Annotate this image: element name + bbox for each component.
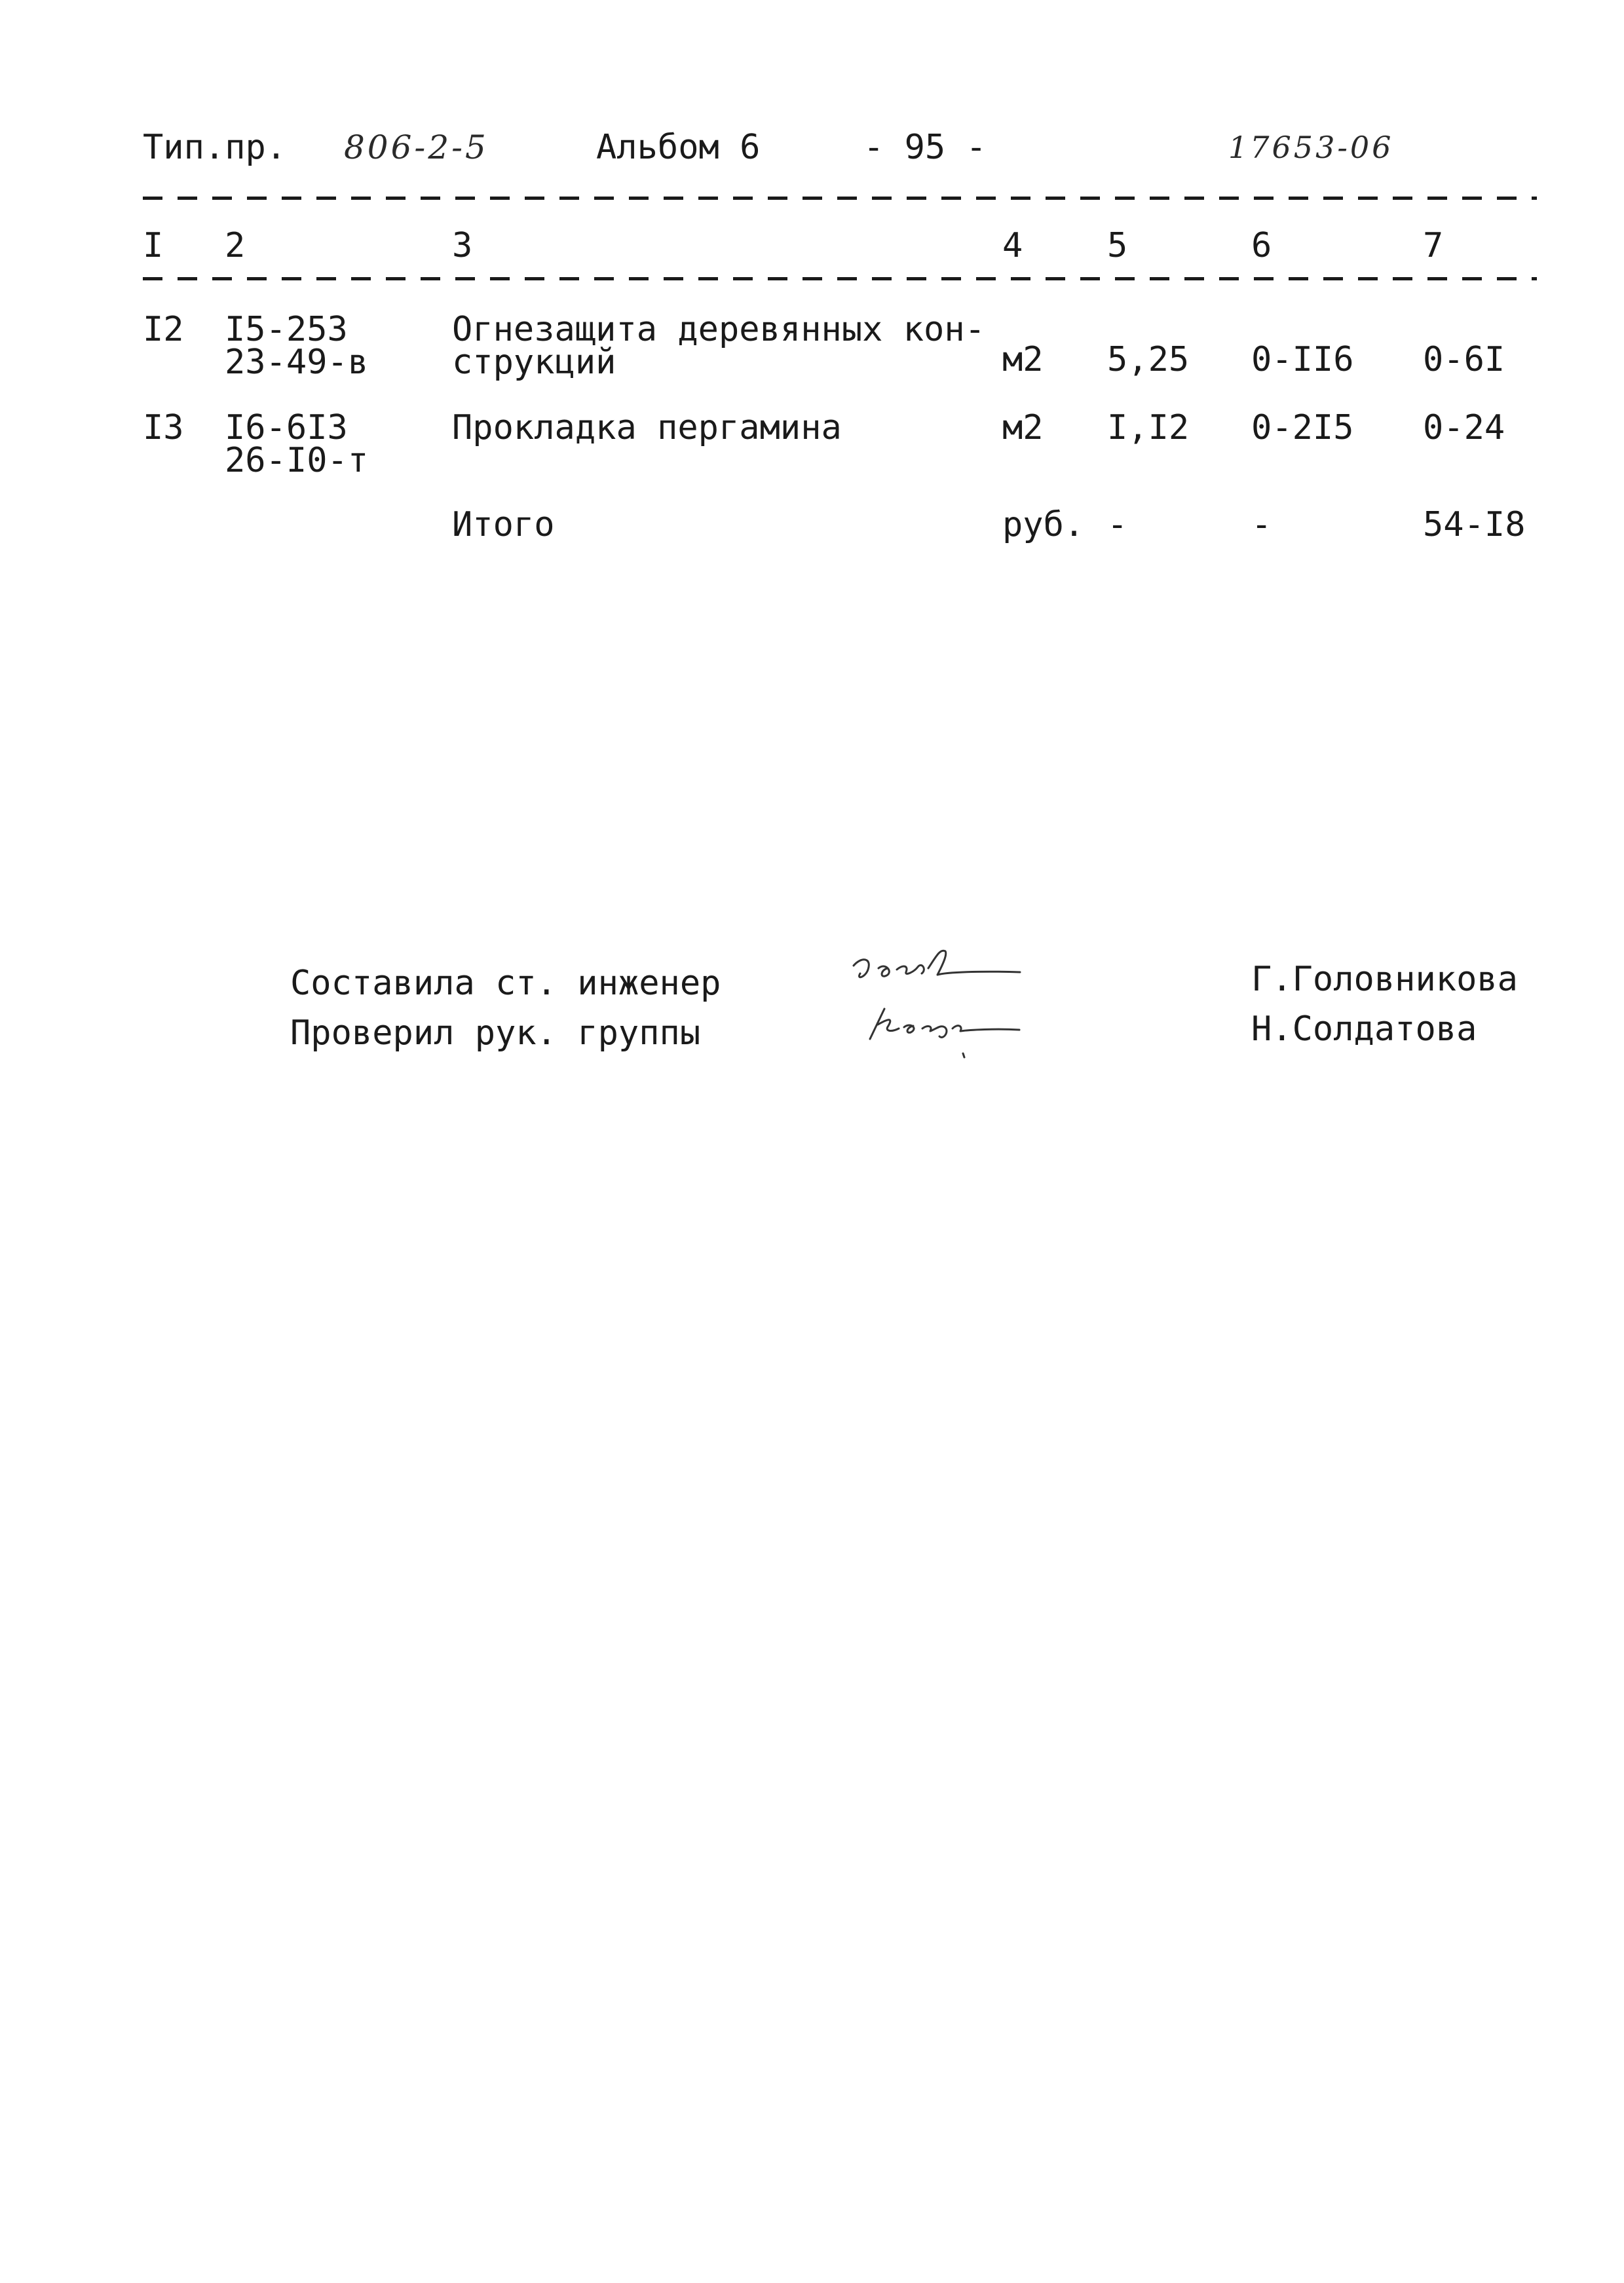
- summary-label: Итого: [452, 505, 555, 544]
- checker-signature: [865, 1002, 1029, 1061]
- compiler-role: Составила ст. инженер: [290, 964, 721, 1003]
- summary-total: 54-I8: [1423, 505, 1526, 544]
- page-number: - 95 -: [863, 128, 987, 167]
- compiler-signature: [848, 943, 1025, 996]
- column-header-1: I: [143, 226, 164, 265]
- column-header-6: 6: [1251, 226, 1272, 265]
- row-unit: м2: [1002, 340, 1044, 379]
- row-total: 0-24: [1423, 408, 1505, 447]
- project-code: 806-2-5: [344, 128, 489, 166]
- album-label: Альбом 6: [596, 128, 761, 167]
- row-quantity: 5,25: [1107, 340, 1190, 379]
- row-description-line2: струкций: [452, 343, 616, 382]
- column-header-5: 5: [1107, 226, 1128, 265]
- checker-role: Проверил рук. группы: [290, 1013, 701, 1053]
- column-header-divider: [143, 277, 1537, 280]
- row-unit-price: 0-2I5: [1251, 408, 1354, 447]
- row-unit: м2: [1002, 408, 1044, 447]
- row-total: 0-6I: [1423, 340, 1505, 379]
- summary-unit: руб.: [1002, 505, 1085, 544]
- summary-quantity: -: [1107, 505, 1128, 544]
- row-number: I3: [143, 408, 184, 447]
- row-code-primary: I6-6I3: [225, 408, 348, 447]
- checker-name: Н.Солдатова: [1251, 1009, 1477, 1049]
- type-project-label: Тип.пр.: [143, 128, 287, 167]
- header-divider: [143, 197, 1537, 200]
- row-unit-price: 0-II6: [1251, 340, 1354, 379]
- row-code-secondary: 26-I0-т: [225, 441, 369, 480]
- column-header-4: 4: [1002, 226, 1023, 265]
- summary-price: -: [1251, 505, 1272, 544]
- row-code-primary: I5-253: [225, 310, 348, 349]
- column-header-2: 2: [225, 226, 246, 265]
- row-description-line1: Огнезащита деревянных кон-: [452, 310, 985, 349]
- document-number: 17653-06: [1228, 130, 1394, 165]
- row-code-secondary: 23-49-в: [225, 343, 369, 382]
- row-quantity: I,I2: [1107, 408, 1190, 447]
- row-number: I2: [143, 310, 184, 349]
- column-header-7: 7: [1423, 226, 1444, 265]
- column-header-3: 3: [452, 226, 473, 265]
- compiler-name: Г.Головникова: [1251, 960, 1518, 999]
- row-description-line1: Прокладка пергамина: [452, 408, 842, 447]
